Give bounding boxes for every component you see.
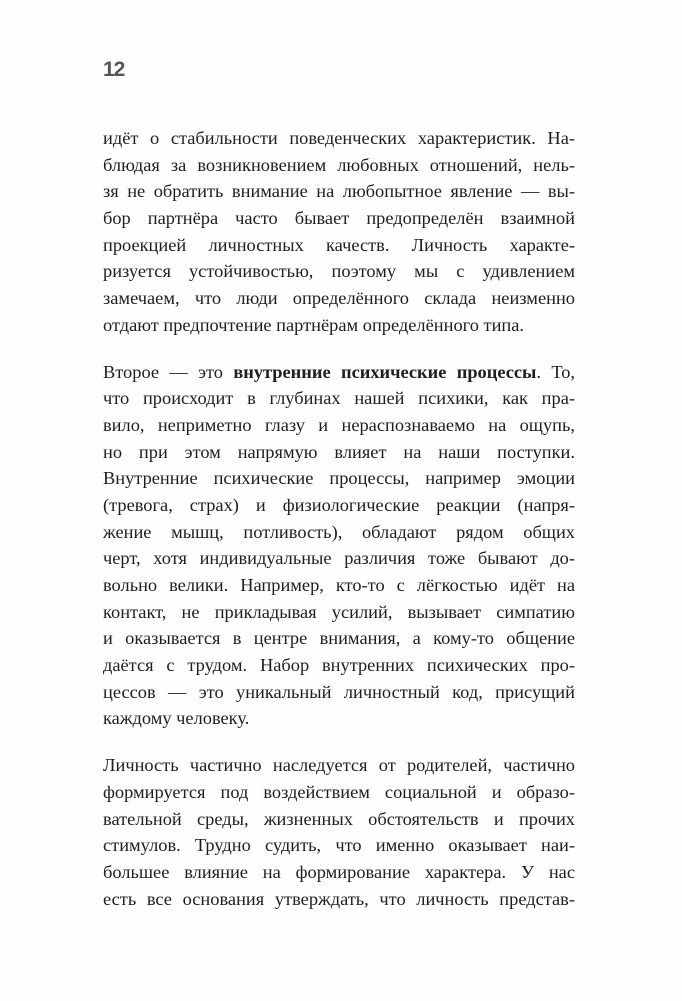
text-line: что происходит в глубинах нашей психики, как пра- (103, 388, 575, 409)
text-line: стимулов. Трудно судить, что именно оказывает наи- (103, 835, 575, 856)
text-line: но при этом напрямую влияет на наши поступки. (103, 441, 575, 462)
text-line: блюдая за возникновением любовных отношений, нель- (103, 154, 575, 175)
paragraph-2 (103, 359, 575, 733)
page-number: 12 (103, 58, 125, 81)
text-line: формируется под воздействием социальной и образо- (103, 781, 575, 802)
text-line: контакт, не прикладывая усилий, вызывает симпатию (103, 601, 575, 622)
text-line: (тревога, страх) и физиологические реакции (напря- (103, 494, 575, 515)
bold-term: внутренние психические процессы (233, 361, 537, 382)
text-line: каждому человеку. (103, 708, 250, 729)
text-line-with-emphasis (103, 359, 575, 386)
text-line: вило, неприметно глазу и нераспознаваемо на ощупь, (103, 414, 575, 435)
text-line: большее влияние на формирование характера. У нас (103, 861, 575, 882)
text-line: даётся с трудом. Набор внутренних психических про- (103, 655, 575, 676)
text-line: вательной среды, жизненных обстоятельств и прочих (103, 808, 575, 829)
text-line: вольно велики. Например, кто-то с лёгкостью идёт на (103, 575, 575, 595)
text-line: черт, хотя индивидуальные различия тоже бывают до- (103, 548, 575, 569)
paragraph-gap (103, 339, 575, 359)
text-run: Второе — это (103, 361, 234, 382)
text-run: . То, (536, 361, 575, 382)
body-text (103, 125, 575, 912)
text-line: бор партнёра часто бывает предопределён взаимной (103, 208, 575, 229)
text-line: зя не обратить внимание на любопытное явление — вы- (103, 181, 575, 202)
text-line: замечаем, что люди определённого склада неизменно (103, 288, 575, 309)
text-line: Внутренние психические процессы, например эмоции (103, 468, 575, 489)
text-line: проекцией личностных качеств. Личность характе- (103, 234, 575, 255)
paragraph-gap (103, 732, 575, 752)
paragraph-3 (103, 752, 575, 912)
text-line: Личность частично наследуется от родителей, частично (103, 755, 575, 776)
text-line: ризуется устойчивостью, поэтому мы с удивлением (103, 261, 575, 282)
text-line: цессов — это уникальный личностный код, присущий (103, 681, 575, 702)
text-line: и оказывается в центре внимания, а кому-то общение (103, 628, 575, 649)
paragraph-1 (103, 125, 575, 339)
text-line: жение мышц, потливость), обладают рядом общих (103, 521, 575, 542)
text-line: отдают предпочтение партнёрам определённого типа. (103, 314, 525, 335)
text-line: есть все основания утверждать, что личность представ- (103, 888, 575, 909)
text-line: идёт о стабильности поведенческих характеристик. На- (103, 128, 575, 148)
